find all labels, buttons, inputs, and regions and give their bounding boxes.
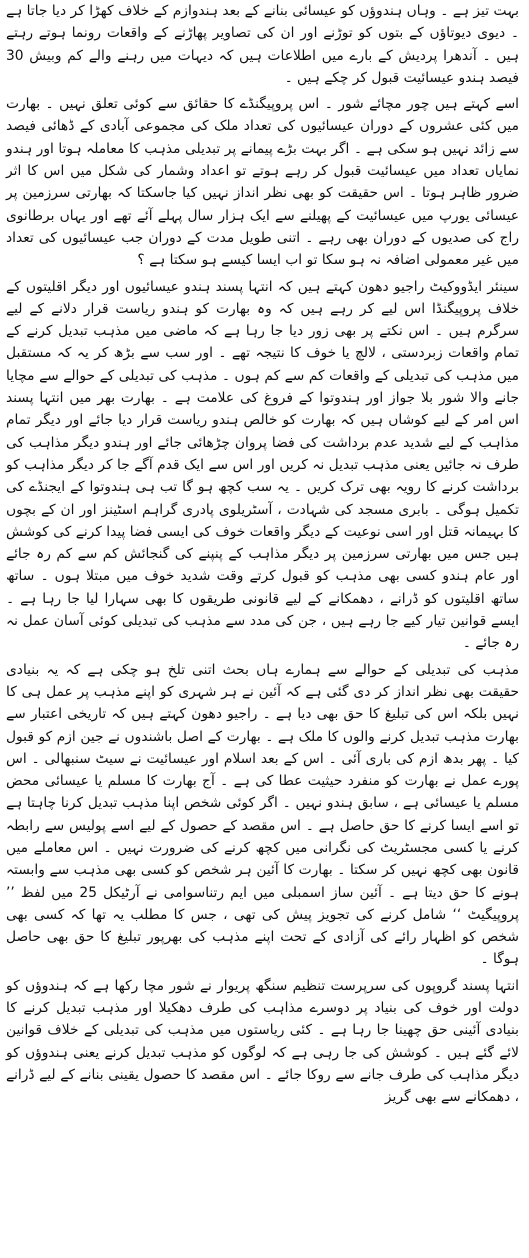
article-paragraph-5: انتہا پسند گروپوں کی سرپرست تنظیم سنگھ پریوار نے شور مچا رکھا ہے کہ ہندوؤں کو دولت اور خوف کی بنیاد پر دوسرے مذاہب کی طرف دھکیلا اور مذہب تبدیل کرنے کا بنیادی آئینی حق چھینا جا رہا ہے ۔ کئی ریاستوں میں مذہب کی تبدیلی کے خلاف قوانین لائے گئے ہیں ۔ کوشش کی جا رہی ہے کہ لوگوں کو مذہب تبدیل کرنے یعنی ہندوؤں کو دیگر مذاہب کی طرف جانے سے روکا جائے ۔ اس مقصد کا حصول یقینی بنانے کے لیے ڈرانے ، دھمکانے سے بھی گریز [6,977,519,1106]
article-paragraph-3: سینئر ایڈووکیٹ راجیو دھون کہتے ہیں کہ انتہا پسند ہندو عیسائیوں اور دیگر اقلیتوں کے خلاف پروپیگنڈا اس لیے کر رہے ہیں کہ وہ بھارت کو ہندو ریاست قرار دلانے کے لیے سرگرم ہیں ۔ اس نکتے پر بھی زور دیا جا رہا ہے کہ ماضی میں مذہب تبدیل کرنے کے تمام واقعات زبردستی ، لالچ یا خوف کا نتیجہ تھے ۔ اور سب سے بڑھ کر یہ کہ مستقبل میں مذہب کی تبدیلی کے واقعات کم سے کم ہوں ۔ مذہب کی تبدیلی کے حوالے سے مچایا جانے والا شور بلا جواز اور ہندوتوا کے فروغ کی علامت ہے ۔ بھارت بھر میں انتہا پسند اس امر کے لیے کوشاں ہیں کہ بھارت کو خالص ہندو ریاست قرار دیا جائے اور دیگر تمام مذاہب کے لیے شدید عدم برداشت کی فضا پروان چڑھائی جائے اور ہندو دیگر مذاہب کی طرف نہ جائیں یعنی مذہب تبدیل نہ کریں اور اس سے ایک قدم آگے جا کر دیگر مذاہب کو برداشت کرنے کا رویہ بھی ترک کریں ۔ یہ سب کچھ ہو گا تب ہی ہندوتوا کے ایجنڈے کی تکمیل ہوگی ۔ بابری مسجد کی شہادت ، آسٹریلوی پادری گراہم اسٹینز اور ان کے بچوں کا بہیمانہ قتل اور اسی نوعیت کے دیگر واقعات خوف کی ایسی فضا پیدا کرنے کی کوشش ہیں جس میں بھارتی سرزمین پر دیگر مذاہب کے پنپنے کی گنجائش کم سے کم رہ جائے اور عام ہندو کسی بھی مذہب کو قبول کرتے وقت شدید خوف میں مبتلا ہوں ۔ ساتھ ساتھ اقلیتوں کو ڈرانے ، دھمکانے کے لیے قانونی طریقوں کا بھی سہارا لیا جا رہا ہے ۔ ایسے قوانین تیار کیے جا رہے ہیں ، جن کی مدد سے مذہب کی تبدیلی کوئی آسان عمل نہ رہ جائے ۔ [6,278,519,652]
article-paragraph-4: مذہب کی تبدیلی کے حوالے سے ہمارے ہاں بحث اتنی تلخ ہو چکی ہے کہ یہ بنیادی حقیقت بھی نظر انداز کر دی گئی ہے کہ آئین نے ہر شہری کو اپنے مذہب پر عمل ہی کا نہیں بلکہ اس کی تبلیغ کا حق بھی دیا ہے ۔ راجیو دھون کہتے ہیں کہ تاریخی اعتبار سے بھارت مذہب تبدیل کرنے والوں کا ملک ہے ۔ بھارت کے اصل باشندوں نے جین ازم کو قبول کیا ۔ پھر بدھ ازم کی باری آئی ۔ اس کے بعد اسلام اور عیسائیت نے سیٹ سنبھالی ۔ اس پورے عمل نے بھارت کو منفرد حیثیت عطا کی ہے ۔ آج بھارت کا مسلم یا عیسائی محض مسلم یا عیسائی ہے ، سابق ہندو نہیں ۔ اگر کوئی شخص اپنا مذہب تبدیل کرنا چاہتا ہے تو اسے ایسا کرنے کا حق حاصل ہے ۔ اس مقصد کے حصول کے لیے اسے پولیس سے رابطہ کرنے یا کسی مجسٹریٹ کی نگرانی میں کچھ کرنے کی ضرورت نہیں ۔ اس معاملے میں قانون بھی کچھ نہیں کر سکتا ۔ بھارت کا آئین ہر شخص کو کسی بھی مذہب سے وابستہ ہونے کا حق دیتا ہے ۔ آئین ساز اسمبلی میں ایم رتناسوامی نے آرٹیکل 25 میں لفظ ’’ پروپیگیٹ ‘‘ شامل کرنے کی تجویز پیش کی تھی ، جس کا مطلب یہ تھا کہ کسی بھی شخص کو اظہار رائے کی آزادی کے تحت اپنے مذہب کی بھرپور تبلیغ کا حق بھی حاصل ہوگا ۔ [6,661,520,968]
article-paragraph-2: اسے کہتے ہیں چور مچائے شور ۔ اس پروپیگنڈے کا حقائق سے کوئی تعلق نہیں ۔ بھارت میں کئی عشروں کے دوران عیسائیوں کی تعداد ملک کی مجموعی آبادی کے ڈھائی فیصد سے زائد نہیں ہو سکی ہے ۔ اگر بہت بڑے پیمانے پر تبدیلی مذہب کا معاملہ ہوتا اور ہندو نمایاں تعداد میں عیسائیت قبول کر رہے ہوتے تو اعداد وشمار کی شکل میں اس کا اثر ضرور ظاہر ہوتا ۔ اس حقیقت کو بھی نظر انداز نہیں کیا جاسکتا کہ بھارتی سرزمین پر عیسائی یورپ میں عیسائیت کے پھیلنے سے ایک ہزار سال پہلے آئے تھے اور یہاں برطانوی راج کی صدیوں کے دوران بھی رہے ۔ اتنی طویل مدت کے دوران جب عیسائیوں کی تعداد میں غیر معمولی اضافہ نہ ہو سکا تو اب ایسا کیسے ہو سکتا ہے ؟ [6,96,519,269]
article-paragraph-1: بہت تیز ہے ۔ وہاں ہندوؤں کو عیسائی بنانے کے بعد ہندوازم کے خلاف کھڑا کر دیا جاتا ہے ۔ دیوی دیوتاؤں کے بتوں کو توڑنے اور ان کی تصاویر پھاڑنے کے واقعات رونما ہوتے رہتے ہیں ۔ آندھرا پردیش کے بارے میں اطلاعات ہیں کہ دیہات میں رہنے والے کم وبیش 30 فیصد ہندو عیسائیت قبول کر چکے ہیں ۔ [6,3,519,86]
